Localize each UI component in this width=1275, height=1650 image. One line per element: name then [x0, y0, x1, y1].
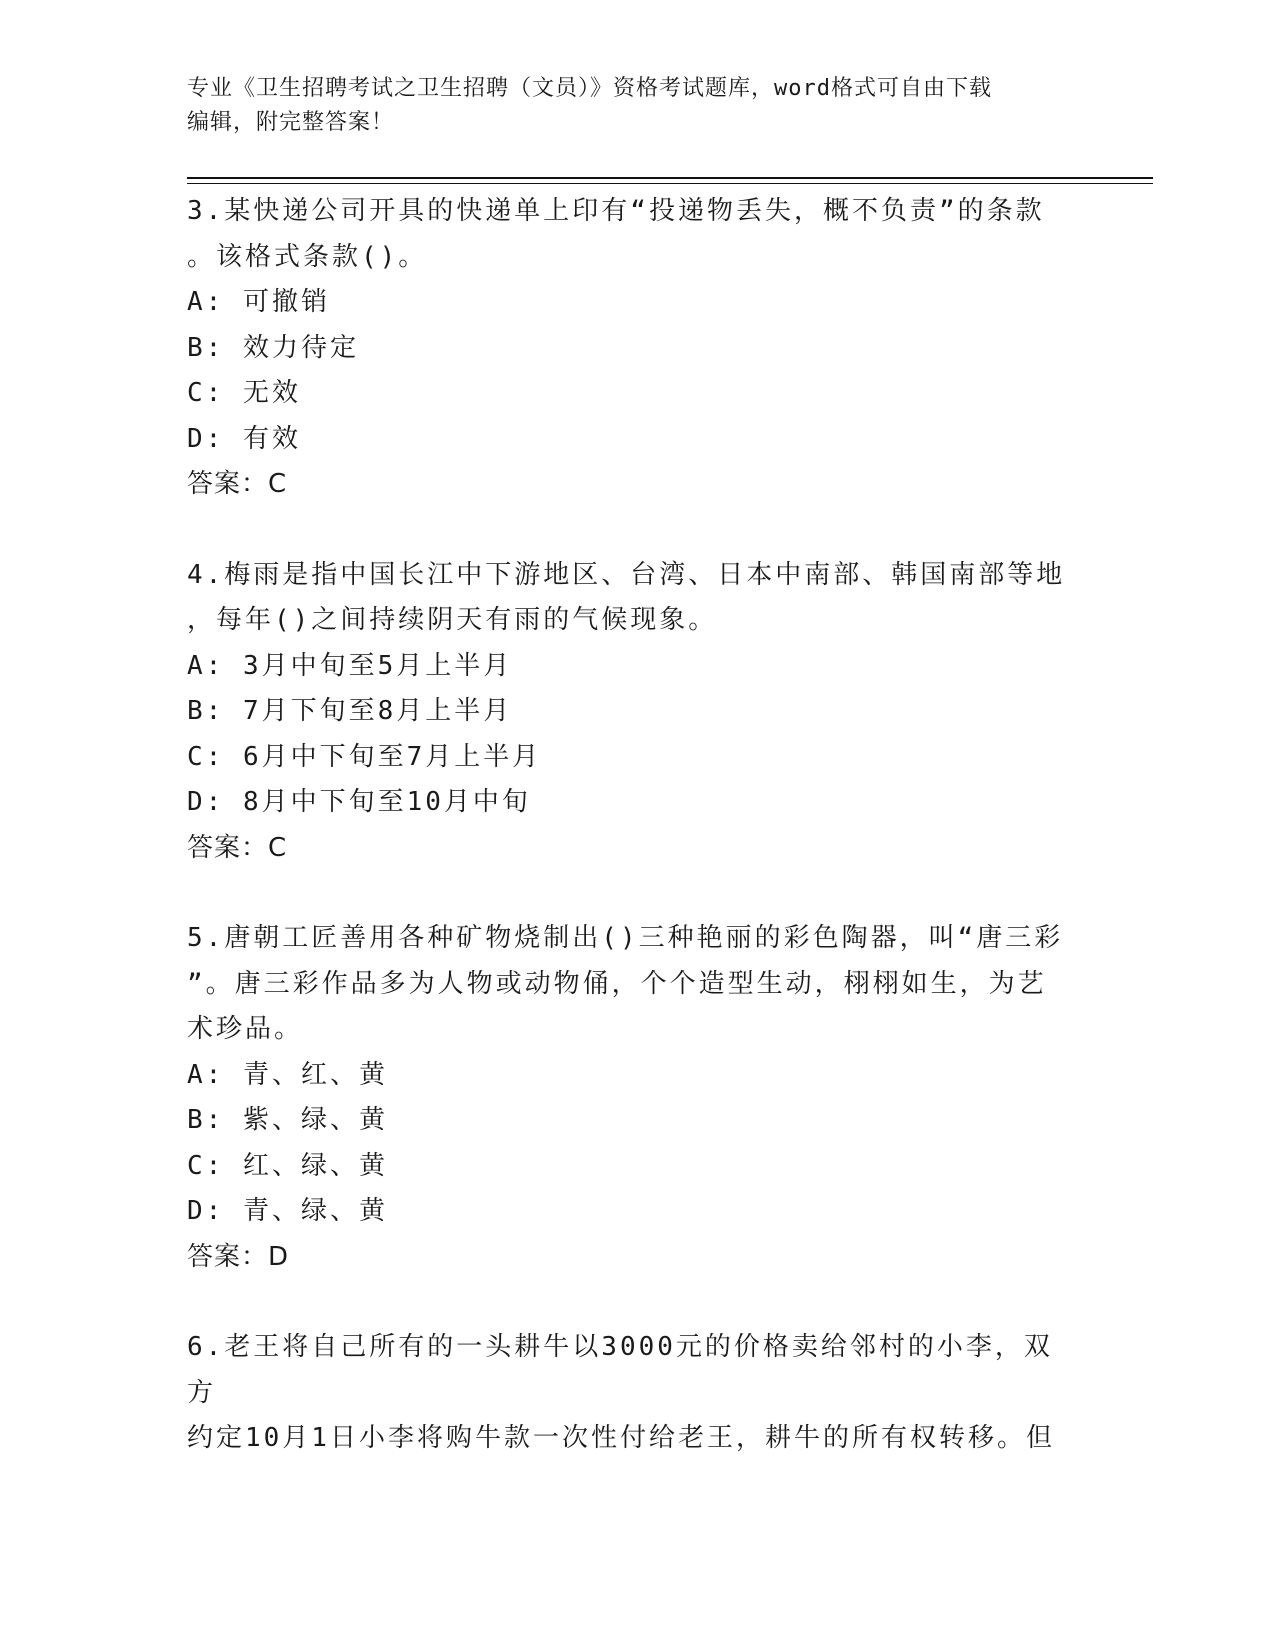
- document-header: [187, 72, 1087, 140]
- option-b: B: 7月下旬至8月上半月: [187, 696, 513, 726]
- question-stem-line: 6.老王将自己所有的一头耕牛以3000元的价格卖给邻村的小李，双方: [187, 1332, 1053, 1408]
- header-divider-thin: [187, 183, 1153, 184]
- answer-label: 答案：C: [187, 469, 288, 499]
- answer-label: 答案：D: [187, 1241, 290, 1272]
- header-line-1: 专业《卫生招聘考试之卫生招聘（文员）》资格考试题库，word格式可自由下载: [187, 76, 992, 101]
- option-c: C: 红、绿、黄: [187, 1150, 388, 1181]
- question-list: [187, 189, 1067, 1507]
- option-a: A: 3月中旬至5月上半月: [187, 650, 513, 681]
- question-stem-line: 4.梅雨是指中国长江中下游地区、台湾、日本中南部、韩国南部等地: [187, 559, 1066, 590]
- option-c: C: 6月中下旬至7月上半月: [187, 741, 542, 772]
- header-line-2: 编辑，附完整答案！: [187, 110, 395, 135]
- question-stem-line: 约定10月1日小李将购牛款一次性付给老王，耕牛的所有权转移。但: [187, 1423, 1055, 1453]
- option-c: C: 无效: [187, 378, 301, 408]
- question-3: [187, 189, 1067, 508]
- answer-label: 答案：C: [187, 832, 288, 863]
- question-5: [187, 916, 1067, 1280]
- question-stem-line: 3.某快递公司开具的快递单上印有“投递物丢失，概不负责”的条款: [187, 196, 1045, 226]
- option-a: A: 可撤销: [187, 287, 330, 317]
- question-stem-line: ”。唐三彩作品多为人物或动物俑，个个造型生动，栩栩如生，为艺: [187, 968, 1047, 999]
- question-stem-line: ，每年()之间持续阴天有雨的气候现象。: [187, 605, 718, 635]
- option-a: A: 青、红、黄: [187, 1059, 388, 1090]
- question-6: [187, 1325, 1067, 1462]
- option-d: D: 青、绿、黄: [187, 1196, 388, 1226]
- question-stem-line: 术珍品。: [187, 1014, 304, 1044]
- option-b: B: 紫、绿、黄: [187, 1105, 388, 1135]
- question-stem-line: 。该格式条款()。: [187, 241, 428, 272]
- option-d: D: 有效: [187, 423, 301, 454]
- header-divider-thick: [187, 177, 1153, 179]
- question-4: [187, 553, 1067, 872]
- option-d: D: 8月中下旬至10月中旬: [187, 787, 531, 817]
- option-b: B: 效力待定: [187, 332, 359, 363]
- question-stem-line: 5.唐朝工匠善用各种矿物烧制出()三种艳丽的彩色陶器，叫“唐三彩: [187, 923, 1064, 953]
